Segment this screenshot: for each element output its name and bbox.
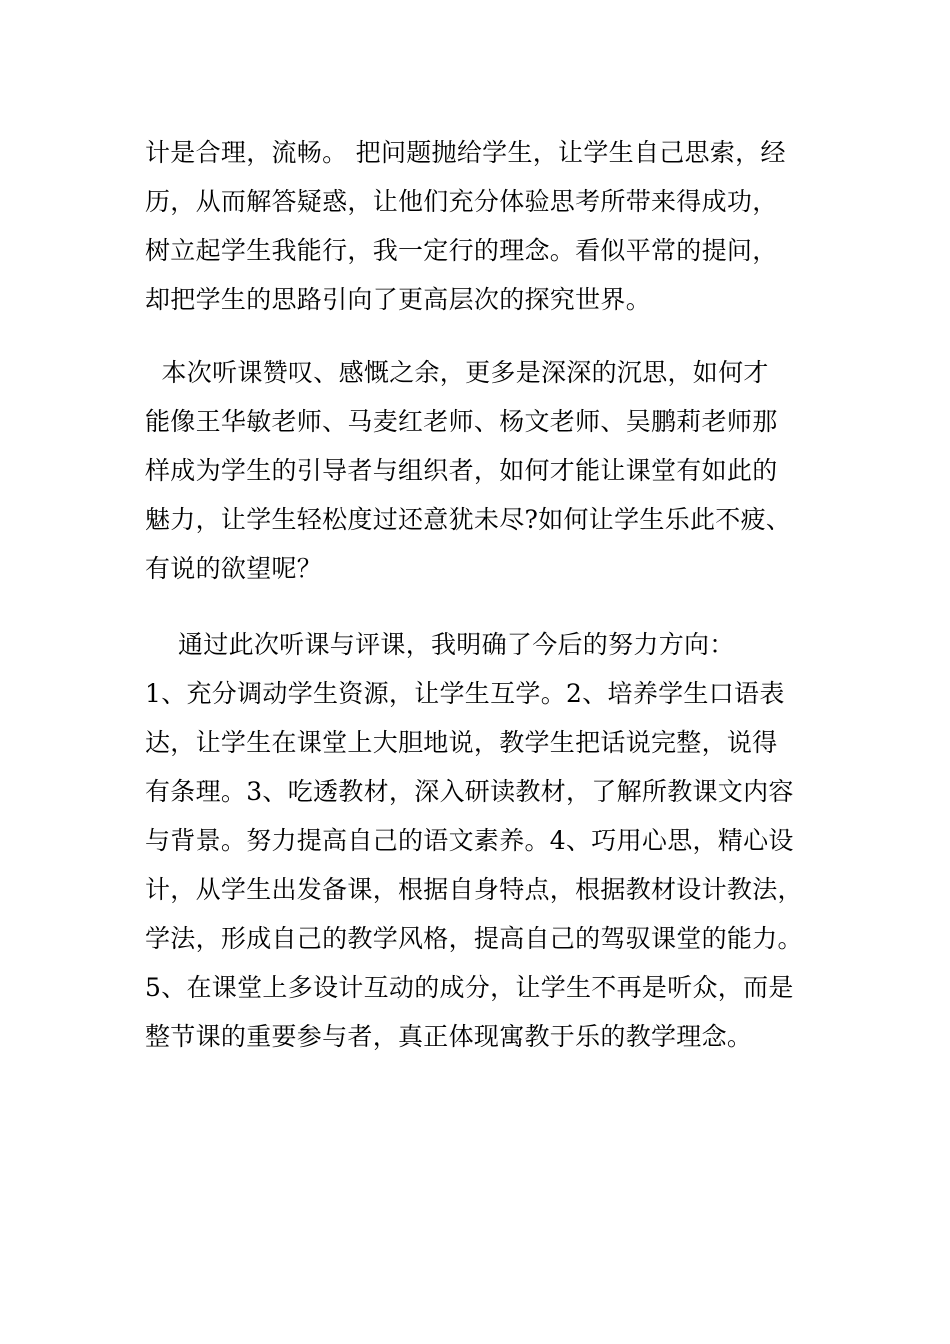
text-line: 有说的欲望呢？ — [145, 554, 323, 583]
text-line: 魅力，让学生轻松度过还意犹未尽?如何让学生乐此不疲、 — [145, 505, 792, 534]
text-line: 能像王华敏老师、马麦红老师、杨文老师、吴鹏莉老师那 — [145, 407, 778, 436]
text-line: 却把学生的思路引向了更高层次的探究世界。 — [145, 285, 652, 314]
text-line: 5、在课堂上多设计互动的成分，让学生不再是听众，而是 — [145, 973, 794, 1002]
text-line: 学法，形成自己的教学风格，提高自己的驾驭课堂的能力。 — [145, 924, 803, 953]
text-line: 整节课的重要参与者，真正体现寓教于乐的教学理念。 — [145, 1022, 753, 1051]
text-line: 达，让学生在课堂上大胆地说，教学生把话说完整，说得 — [145, 728, 778, 757]
text-line: 样成为学生的引导者与组织者，如何才能让课堂有如此的 — [145, 456, 778, 485]
text-line: 历，从而解答疑惑，让他们充分体验思考所带来得成功， — [145, 187, 778, 216]
paragraph-2 — [145, 348, 825, 593]
text-line: 有条理。3、吃透教材，深入研读教材，了解所教课文内容 — [145, 777, 794, 806]
paragraph-3 — [145, 620, 825, 1061]
paragraph-1 — [145, 128, 825, 324]
text-line: 1、充分调动学生资源，让学生互学。2、培养学生口语表 — [145, 679, 785, 708]
text-line: 与背景。努力提高自己的语文素养。4、巧用心思，精心设 — [145, 826, 794, 855]
text-line: 树立起学生我能行，我一定行的理念。看似平常的提问， — [145, 236, 778, 265]
text-line: 本次听课赞叹、感慨之余，更多是深深的沉思，如何才 — [145, 358, 769, 387]
text-line: 计是合理，流畅。 把问题抛给学生，让学生自己思索，经 — [145, 138, 786, 167]
text-line: 通过此次听课与评课，我明确了今后的努力方向： — [145, 630, 735, 659]
text-line: 计，从学生出发备课，根据自身特点，根据教材设计教法， — [145, 875, 803, 904]
